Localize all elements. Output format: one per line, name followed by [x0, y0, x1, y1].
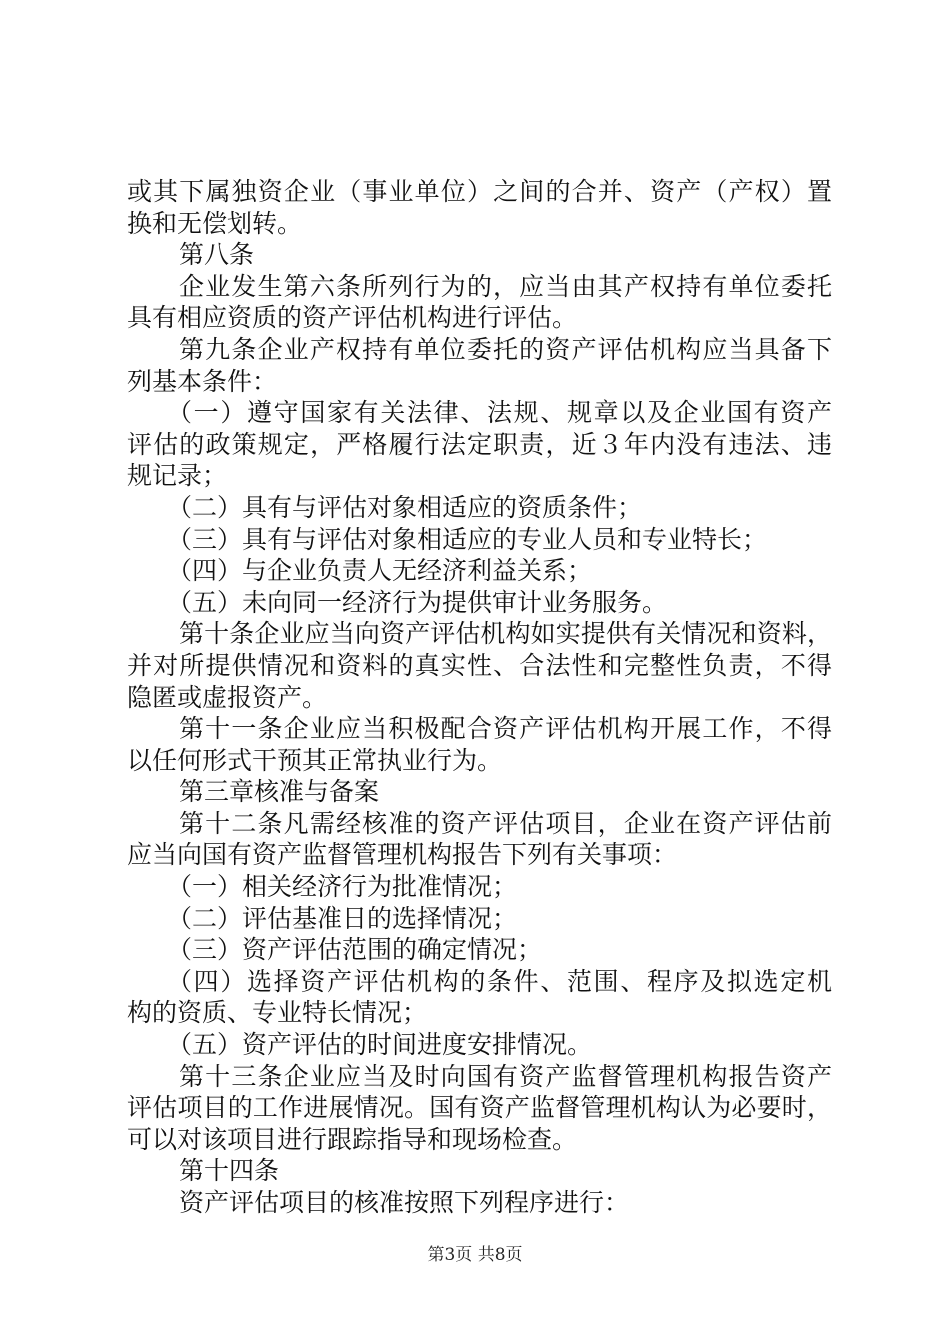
text-line-1: 或其下属独资企业（事业单位）之间的合并、资产（产权）置	[127, 177, 832, 206]
text-line-23: （一）相关经济行为批准情况；	[167, 872, 518, 902]
text-line-5: 具有相应资质的资产评估机构进行评估。	[127, 303, 578, 333]
article-heading-8: 第八条	[179, 240, 255, 270]
text-line-26: （四）选择资产评估机构的条件、范围、程序及拟选定机	[167, 966, 832, 996]
text-line-17: 隐匿或虚报资产。	[127, 682, 328, 712]
text-line-22: 应当向国有资产监督管理机构报告下列有关事项：	[127, 840, 678, 870]
chapter-heading-3: 第三章核准与备案	[179, 777, 380, 807]
document-body	[127, 176, 832, 1219]
text-line-30: 评估项目的工作进展情况。国有资产监督管理机构认为必要时，	[127, 1093, 832, 1123]
text-line-2: 换和无偿划转。	[127, 208, 303, 238]
page-footer	[0, 1244, 950, 1266]
text-line-27: 构的资质、专业特长情况；	[127, 998, 428, 1028]
text-line-31: 可以对该项目进行跟踪指导和现场检查。	[127, 1124, 578, 1154]
text-line-7: 列基本条件：	[127, 366, 278, 396]
text-line-14: （五）未向同一经济行为提供审计业务服务。	[167, 587, 668, 617]
text-line-18: 第十一条企业应当积极配合资产评估机构开展工作，不得	[179, 714, 832, 744]
text-line-9: 评估的政策规定，严格履行法定职责，近３年内没有违法、违	[127, 429, 832, 459]
text-line-28: （五）资产评估的时间进度安排情况。	[167, 1030, 593, 1060]
text-line-33: 资产评估项目的核准按照下列程序进行：	[179, 1188, 630, 1217]
text-line-15: 第十条企业应当向资产评估机构如实提供有关情况和资料，	[179, 619, 832, 649]
text-line-29: 第十三条企业应当及时向国有资产监督管理机构报告资产	[179, 1061, 832, 1091]
article-heading-14: 第十四条	[179, 1156, 280, 1186]
text-line-25: （三）资产评估范围的确定情况；	[167, 935, 543, 965]
text-line-13: （四）与企业负责人无经济利益关系；	[167, 556, 593, 586]
page-number-label: 第3页 共8页	[427, 1245, 523, 1265]
text-line-6: 第九条企业产权持有单位委托的资产评估机构应当具备下	[179, 334, 832, 364]
text-line-10: 规记录；	[127, 461, 228, 491]
text-line-12: （三）具有与评估对象相适应的专业人员和专业特长；	[167, 524, 768, 554]
text-line-21: 第十二条凡需经核准的资产评估项目，企业在资产评估前	[179, 808, 832, 838]
text-line-19: 以任何形式干预其正常执业行为。	[127, 745, 503, 775]
text-line-24: （二）评估基准日的选择情况；	[167, 903, 518, 933]
text-line-8: （一）遵守国家有关法律、法规、规章以及企业国有资产	[167, 398, 832, 428]
text-line-16: 并对所提供情况和资料的真实性、合法性和完整性负责，不得	[127, 650, 832, 680]
text-line-11: （二）具有与评估对象相适应的资质条件；	[167, 492, 643, 522]
text-line-4: 企业发生第六条所列行为的，应当由其产权持有单位委托	[179, 271, 832, 301]
